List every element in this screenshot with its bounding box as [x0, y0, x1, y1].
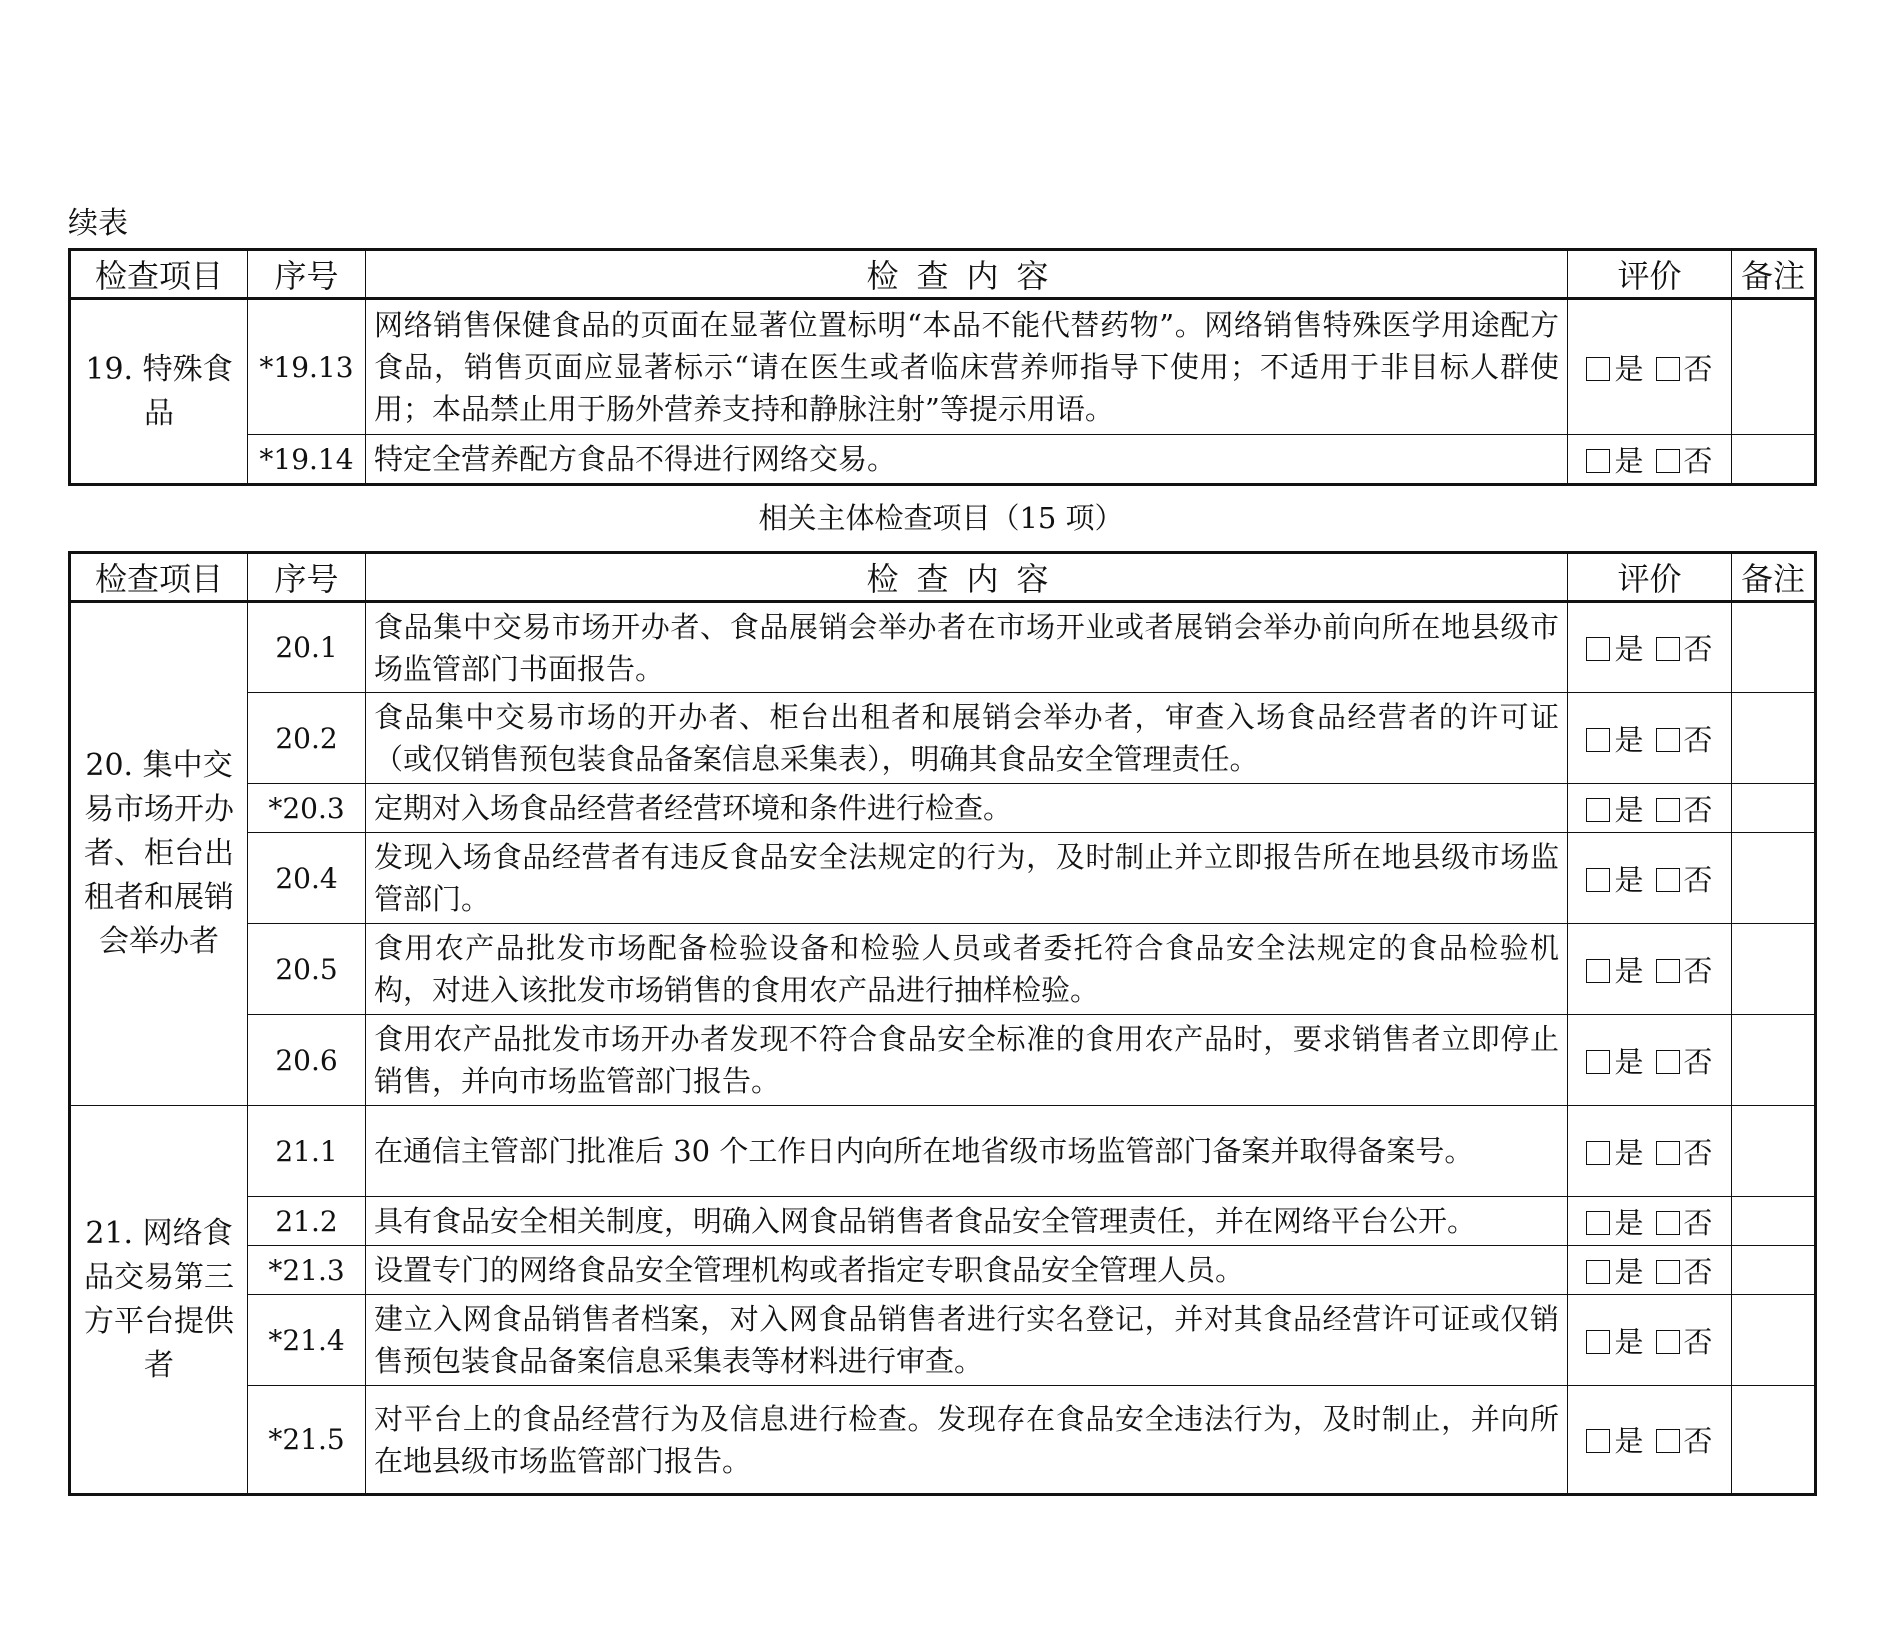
no-option[interactable] [1656, 352, 1713, 386]
seq-cell: 20.5 [248, 924, 366, 1015]
no-option[interactable] [1656, 954, 1713, 988]
checkbox-icon[interactable] [1586, 357, 1610, 381]
yes-option[interactable] [1586, 1045, 1643, 1079]
content-cell: 定期对入场食品经营者经营环境和条件进行检查。 [366, 784, 1568, 833]
checkbox-icon[interactable] [1656, 1330, 1680, 1354]
header-note: 备注 [1732, 553, 1816, 602]
note-cell [1732, 1386, 1816, 1495]
note-cell [1732, 1295, 1816, 1386]
content-cell: 食用农产品批发市场配备检验设备和检验人员或者委托符合食品安全法规定的食品检验机构，对进入该批发市场销售的食用农产品进行抽样检验。 [366, 924, 1568, 1015]
no-option[interactable] [1656, 1255, 1713, 1289]
checkbox-icon[interactable] [1656, 1260, 1680, 1284]
yes-option[interactable] [1586, 632, 1643, 666]
checkbox-icon[interactable] [1656, 637, 1680, 661]
checkbox-icon[interactable] [1656, 1141, 1680, 1165]
note-cell [1732, 924, 1816, 1015]
group-cell-19: 19. 特殊食品 [70, 299, 248, 485]
group-cell-20: 20. 集中交易市场开办者、柜台出租者和展销会举办者 [70, 602, 248, 1106]
header-content: 检查内容 [366, 553, 1568, 602]
checkbox-icon[interactable] [1586, 728, 1610, 752]
content-cell: 食用农产品批发市场开办者发现不符合食品安全标准的食用农产品时，要求销售者立即停止销售，并向市场监管部门报告。 [366, 1015, 1568, 1106]
group-cell-21: 21. 网络食品交易第三方平台提供者 [70, 1106, 248, 1495]
eval-cell [1568, 693, 1732, 784]
header-item: 检查项目 [70, 553, 248, 602]
yes-option[interactable] [1586, 1136, 1643, 1170]
no-option[interactable] [1656, 1136, 1713, 1170]
yes-option[interactable] [1586, 1325, 1643, 1359]
table-header-row [70, 553, 1816, 602]
table-header-row [70, 250, 1816, 299]
eval-cell [1568, 299, 1732, 435]
no-option[interactable] [1656, 1325, 1713, 1359]
section-title: 相关主体检查项目（15 项） [758, 501, 1124, 535]
table-row [70, 1197, 1816, 1246]
yes-option[interactable] [1586, 444, 1643, 478]
no-label: 否 [1683, 953, 1713, 988]
header-eval: 评价 [1568, 553, 1732, 602]
no-label: 否 [1683, 1205, 1713, 1240]
yes-label: 是 [1614, 1324, 1644, 1359]
seq-cell: 20.4 [248, 833, 366, 924]
yes-label: 是 [1614, 443, 1644, 478]
continued-table-label: 续表 [68, 206, 128, 241]
content-cell: 食品集中交易市场的开办者、柜台出租者和展销会举办者，审查入场食品经营者的许可证（或仅销售预包装食品备案信息采集表），明确其食品安全管理责任。 [366, 693, 1568, 784]
checkbox-icon[interactable] [1586, 1141, 1610, 1165]
no-label: 否 [1683, 1324, 1713, 1359]
eval-cell [1568, 784, 1732, 833]
content-cell: 在通信主管部门批准后 30 个工作日内向所在地省级市场监管部门备案并取得备案号。 [366, 1106, 1568, 1197]
no-option[interactable] [1656, 1424, 1713, 1458]
checkbox-icon[interactable] [1586, 798, 1610, 822]
seq-cell: *20.3 [248, 784, 366, 833]
yes-label: 是 [1614, 1205, 1644, 1240]
seq-cell: *21.4 [248, 1295, 366, 1386]
checkbox-icon[interactable] [1656, 798, 1680, 822]
yes-option[interactable] [1586, 352, 1643, 386]
yes-option[interactable] [1586, 954, 1643, 988]
seq-cell: 21.1 [248, 1106, 366, 1197]
yes-option[interactable] [1586, 1424, 1643, 1458]
table-row [70, 693, 1816, 784]
eval-cell [1568, 924, 1732, 1015]
yes-label: 是 [1614, 632, 1644, 666]
table-row [70, 1295, 1816, 1386]
eval-cell [1568, 1015, 1732, 1106]
yes-label: 是 [1614, 351, 1644, 386]
seq-cell: 20.1 [248, 602, 366, 693]
no-label: 否 [1683, 1254, 1713, 1289]
checkbox-icon[interactable] [1656, 1050, 1680, 1074]
table-row [70, 299, 1816, 435]
no-label: 否 [1683, 722, 1713, 757]
checkbox-icon[interactable] [1656, 868, 1680, 892]
related-entity-table [68, 551, 1817, 1496]
no-label: 否 [1683, 1044, 1713, 1079]
table-row [70, 924, 1816, 1015]
table-row [70, 602, 1816, 693]
note-cell [1732, 833, 1816, 924]
note-cell [1732, 1015, 1816, 1106]
seq-cell: 20.2 [248, 693, 366, 784]
note-cell [1732, 1106, 1816, 1197]
header-note: 备注 [1732, 250, 1816, 299]
no-label: 否 [1683, 862, 1713, 897]
no-label: 否 [1683, 351, 1713, 386]
eval-cell [1568, 1197, 1732, 1246]
checkbox-icon[interactable] [1586, 1429, 1610, 1453]
content-cell: 发现入场食品经营者有违反食品安全法规定的行为，及时制止并立即报告所在地县级市场监管部门。 [366, 833, 1568, 924]
content-cell: 特定全营养配方食品不得进行网络交易。 [366, 435, 1568, 485]
checkbox-icon[interactable] [1586, 1050, 1610, 1074]
content-cell: 建立入网食品销售者档案，对入网食品销售者进行实名登记，并对其食品经营许可证或仅销售预包装食品备案信息采集表等材料进行审查。 [366, 1295, 1568, 1386]
eval-cell [1568, 435, 1732, 485]
eval-cell [1568, 1386, 1732, 1495]
yes-label: 是 [1614, 792, 1644, 827]
checkbox-icon[interactable] [1586, 1260, 1610, 1284]
yes-option[interactable] [1586, 1255, 1643, 1289]
no-label: 否 [1683, 792, 1713, 827]
seq-cell: *19.13 [248, 299, 366, 435]
no-label: 否 [1683, 443, 1713, 478]
note-cell [1732, 1197, 1816, 1246]
seq-cell: 21.2 [248, 1197, 366, 1246]
no-label: 否 [1683, 632, 1713, 666]
no-option[interactable] [1656, 863, 1713, 897]
checkbox-icon[interactable] [1656, 449, 1680, 473]
note-cell [1732, 602, 1816, 693]
checkbox-icon[interactable] [1586, 868, 1610, 892]
no-label: 否 [1683, 1424, 1713, 1458]
table-row [70, 1106, 1816, 1197]
checkbox-icon[interactable] [1586, 959, 1610, 983]
eval-cell [1568, 1106, 1732, 1197]
note-cell [1732, 784, 1816, 833]
yes-label: 是 [1614, 1044, 1644, 1079]
seq-cell: *21.5 [248, 1386, 366, 1495]
checkbox-icon[interactable] [1656, 1429, 1680, 1453]
table-row [70, 833, 1816, 924]
yes-option[interactable] [1586, 723, 1643, 757]
table-row [70, 1246, 1816, 1295]
table-row [70, 1015, 1816, 1106]
yes-label: 是 [1614, 953, 1644, 988]
no-option[interactable] [1656, 1206, 1713, 1240]
eval-cell [1568, 1295, 1732, 1386]
header-seq: 序号 [248, 553, 366, 602]
checkbox-icon[interactable] [1656, 1211, 1680, 1235]
content-cell: 具有食品安全相关制度，明确入网食品销售者食品安全管理责任，并在网络平台公开。 [366, 1197, 1568, 1246]
note-cell [1732, 693, 1816, 784]
table-row [70, 784, 1816, 833]
content-cell: 网络销售保健食品的页面在显著位置标明“本品不能代替药物”。网络销售特殊医学用途配方食品，销售页面应显著标示“请在医生或者临床营养师指导下使用；不适用于非目标人群使用；本品禁止用于肠外营养支持和静脉注射”等提示用语。 [366, 299, 1568, 435]
note-cell [1732, 1246, 1816, 1295]
yes-label: 是 [1614, 1135, 1644, 1170]
no-option[interactable] [1656, 723, 1713, 757]
header-content: 检查内容 [366, 250, 1568, 299]
yes-label: 是 [1614, 1424, 1644, 1458]
checkbox-icon[interactable] [1586, 1330, 1610, 1354]
checkbox-icon[interactable] [1656, 959, 1680, 983]
no-option[interactable] [1656, 632, 1713, 666]
table-row [70, 435, 1816, 485]
header-seq: 序号 [248, 250, 366, 299]
yes-option[interactable] [1586, 1206, 1643, 1240]
no-option[interactable] [1656, 1045, 1713, 1079]
no-label: 否 [1683, 1135, 1713, 1170]
seq-cell: 20.6 [248, 1015, 366, 1106]
seq-cell: *19.14 [248, 435, 366, 485]
eval-cell [1568, 833, 1732, 924]
no-option[interactable] [1656, 444, 1713, 478]
checkbox-icon[interactable] [1586, 637, 1610, 661]
eval-cell [1568, 602, 1732, 693]
yes-label: 是 [1614, 1254, 1644, 1289]
yes-label: 是 [1614, 722, 1644, 757]
yes-option[interactable] [1586, 863, 1643, 897]
yes-label: 是 [1614, 862, 1644, 897]
checkbox-icon[interactable] [1656, 357, 1680, 381]
table-row [70, 1386, 1816, 1495]
note-cell [1732, 435, 1816, 485]
content-cell: 对平台上的食品经营行为及信息进行检查。发现存在食品安全违法行为，及时制止，并向所在地县级市场监管部门报告。 [366, 1386, 1568, 1495]
content-cell: 设置专门的网络食品安全管理机构或者指定专职食品安全管理人员。 [366, 1246, 1568, 1295]
seq-cell: *21.3 [248, 1246, 366, 1295]
note-cell [1732, 299, 1816, 435]
header-item: 检查项目 [70, 250, 248, 299]
yes-option[interactable] [1586, 793, 1643, 827]
header-eval: 评价 [1568, 250, 1732, 299]
checkbox-icon[interactable] [1586, 449, 1610, 473]
checkbox-icon[interactable] [1586, 1211, 1610, 1235]
content-cell: 食品集中交易市场开办者、食品展销会举办者在市场开业或者展销会举办前向所在地县级市场监管部门书面报告。 [366, 602, 1568, 693]
special-food-table [68, 248, 1817, 486]
no-option[interactable] [1656, 793, 1713, 827]
checkbox-icon[interactable] [1656, 728, 1680, 752]
eval-cell [1568, 1246, 1732, 1295]
